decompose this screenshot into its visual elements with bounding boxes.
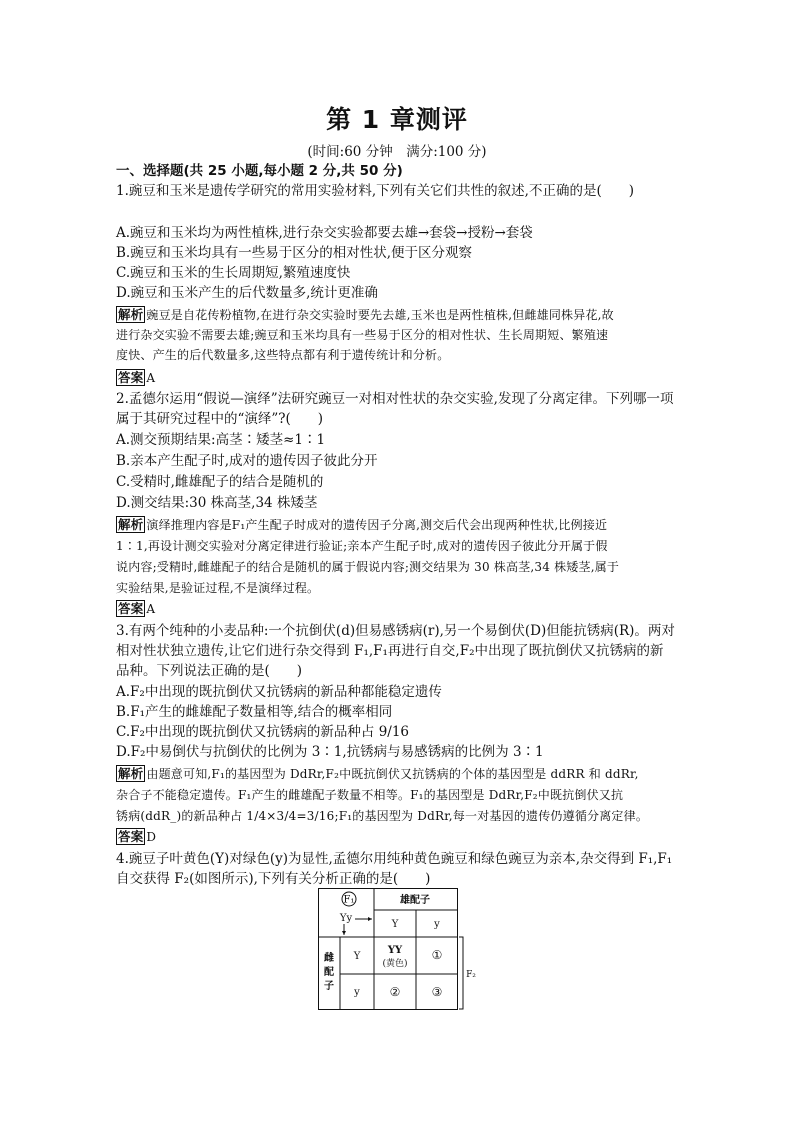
row-header-y: y	[354, 987, 360, 998]
q3-answer-line	[116, 828, 156, 846]
punnett-square-diagram	[318, 888, 478, 1010]
section-heading: 一、选择题(共 25 小题,每小题 2 分,共 50 分)	[116, 163, 403, 179]
arrow-down-head-icon	[342, 931, 346, 935]
q1-option-a: A.豌豆和玉米均为两性植株,进行杂交实验都要去雄→套袋→授粉→套袋	[116, 225, 533, 241]
q2-option-c: C.受精时,雌雄配子的结合是随机的	[116, 474, 324, 490]
q4-stem: 自交获得 F₂(如图所示),下列有关分析正确的是( )	[116, 871, 431, 887]
q2-stem: 2.孟德尔运用“假说—演绎”法研究豌豆一对相对性状的杂交实验,发现了分离定律。下列哪一项	[116, 391, 674, 407]
col-header-Y: Y	[391, 919, 399, 930]
q3-option-a: A.F₂中出现的既抗倒伏又抗锈病的新品种都能稳定遗传	[116, 684, 442, 700]
q1-answer: A	[146, 371, 156, 385]
female-gametes-label-2: 配	[324, 967, 334, 978]
q3-stem: 相对性状独立遗传,让它们进行杂交得到 F₁,F₁再进行自交,F₂中出现了既抗倒伏又抗锈病的新	[116, 643, 664, 659]
q1-stem: 1.豌豆和玉米是遗传学研究的常用实验材料,下列有关它们共性的叙述,不正确的是( )	[116, 183, 634, 199]
q1-explanation-line: 度快、产生的后代数量多,这些特点都有利于遗传统计和分析。	[116, 348, 450, 362]
q3-explanation-line: 锈病(ddR_)的新品种占 1/4×3/4=3/16;F₁的基因型为 DdRr,每一对基因的遗传仍遵循分离定律。	[116, 809, 649, 823]
q1-option-b: B.豌豆和玉米均具有一些易于区分的相对性状,便于区分观察	[116, 245, 473, 261]
cell-1: ①	[431, 948, 443, 962]
q2-option-a: A.测交预期结果:高茎∶矮茎≈1∶1	[116, 432, 326, 448]
q2-answer: A	[146, 602, 156, 616]
answer-tag: 答案	[118, 601, 144, 616]
q3-option-d: D.F₂中易倒伏与抗倒伏的比例为 3∶1,抗锈病与易感锈病的比例为 3∶1	[116, 744, 544, 760]
q3-explanation-text: 由题意可知,F₁的基因型为 DdRr,F₂中既抗倒伏又抗锈病的个体的基因型是 ddRR 和 ddRr,	[146, 767, 639, 781]
cell-3: ③	[431, 985, 443, 999]
f2-bracket	[459, 937, 463, 1009]
q1-answer-line	[116, 369, 155, 387]
q2-explanation-line: 说内容;受精时,雌雄配子的结合是随机的属于假说内容;测交结果为 30 株高茎,34 株矮茎,属于	[116, 560, 620, 574]
q1-explanation-line: 进行杂交实验不需要去雄;豌豆和玉米均具有一些易于区分的相对性状、生长周期短、繁殖速	[116, 328, 609, 342]
explanation-tag: 解析	[118, 517, 144, 532]
q1-explanation-text: 豌豆是自花传粉植物,在进行杂交实验时要先去雄,玉米也是两性植株,但雌雄同株异花,故	[146, 308, 614, 322]
arrow-right-head-icon	[368, 917, 372, 921]
q2-explanation-line: 实验结果,是验证过程,不是演绎过程。	[116, 581, 320, 595]
q1-option-c: C.豌豆和玉米的生长周期短,繁殖速度快	[116, 265, 351, 281]
row-header-Y: Y	[353, 951, 361, 962]
female-gametes-label-3: 子	[324, 981, 334, 992]
q3-stem: 品种。下列说法正确的是( )	[116, 663, 303, 679]
q2-explanation-text: 演绎推理内容是F₁产生配子时成对的遗传因子分离,测交后代会出现两种性状,比例接近	[146, 518, 608, 532]
f1-genotype: Yy	[339, 913, 353, 924]
q1-explanation-line	[116, 306, 614, 324]
female-gametes-label-1: 雌	[324, 953, 334, 964]
explanation-tag: 解析	[118, 307, 144, 322]
page-title: 第 1 章测评	[326, 105, 468, 134]
f2-label: F₂	[466, 970, 476, 980]
q3-option-c: C.F₂中出现的既抗倒伏又抗锈病的新品种占 9/16	[116, 724, 410, 740]
explanation-tag: 解析	[118, 766, 144, 781]
q1-option-d: D.豌豆和玉米产生的后代数量多,统计更准确	[116, 285, 378, 301]
col-header-y: y	[434, 919, 440, 930]
answer-tag: 答案	[118, 829, 144, 844]
answer-tag: 答案	[118, 370, 144, 385]
q3-explanation-line: 杂合子不能稳定遗传。F₁产生的雌雄配子数量不相等。F₁的基因型是 DdRr,F₂中既抗倒伏又抗	[116, 788, 624, 802]
q2-stem: 属于其研究过程中的“演绎”?( )	[116, 411, 324, 427]
cell-YY-phenotype: (黄色)	[382, 959, 408, 969]
page-subtitle: (时间:60 分钟 满分:100 分)	[307, 144, 487, 160]
q4-stem: 4.豌豆子叶黄色(Y)对绿色(y)为显性,孟德尔用纯种黄色豌豆和绿色豌豆为亲本,杂交得到 F₁,F₁	[116, 851, 673, 867]
q2-explanation-line	[116, 516, 607, 534]
cell-YY-genotype: YY	[387, 945, 403, 956]
q3-explanation-line	[116, 765, 639, 783]
q3-stem: 3.有两个纯种的小麦品种:一个抗倒伏(d)但易感锈病(r),另一个易倒伏(D)但能抗锈病(R)。两对	[116, 623, 675, 639]
q2-answer-line	[116, 600, 155, 618]
q2-option-d: D.测交结果:30 株高茎,34 株矮茎	[116, 495, 318, 511]
q2-option-b: B.亲本产生配子时,成对的遗传因子彼此分开	[116, 453, 378, 469]
q2-explanation-line: 1∶1,再设计测交实验对分离定律进行验证;亲本产生配子时,成对的遗传因子彼此分开属于假	[116, 539, 608, 553]
male-gametes-label: 雄配子	[400, 895, 430, 906]
cell-2: ②	[389, 985, 401, 999]
q3-answer: D	[146, 830, 157, 844]
f1-label: F₁	[343, 894, 355, 906]
q3-option-b: B.F₁产生的雌雄配子数量相等,结合的概率相同	[116, 704, 393, 720]
